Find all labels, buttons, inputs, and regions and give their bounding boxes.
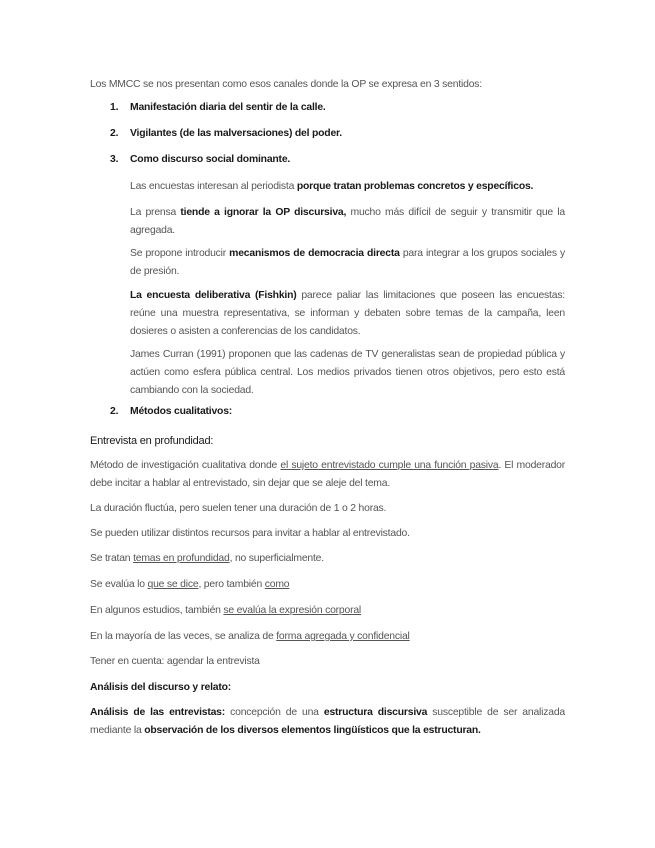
underlined-text: temas en profundidad — [133, 553, 230, 564]
paragraph-recursos — [90, 525, 565, 543]
underlined-text: que se dice — [147, 579, 199, 590]
text-run: James Curran (1991) proponen que las cadenas de TV generalistas sean de propiedad pública y actúen como esfera pública central. Los medios privados tienen otros objetivos, pero esto está cambiando con la sociedad. — [130, 349, 565, 396]
text-run: La duración fluctúa, pero suelen tener una duración de 1 o 2 horas. — [90, 503, 387, 514]
text-run: Tener en cuenta: agendar la entrevista — [90, 656, 260, 667]
list-number: 2. — [110, 128, 119, 139]
text-run: mucho más difícil de seguir y transmitir que la agregada. — [130, 207, 566, 236]
text-run: Se tratan — [90, 553, 134, 564]
paragraph-prensa — [130, 204, 565, 240]
text-run: Se pueden utilizar distintos recursos para invitar a hablar al entrevistado. — [90, 528, 410, 539]
underlined-text: se evalúa la expresión corporal — [223, 605, 362, 616]
text-run: concepción de una — [225, 707, 324, 718]
bold-text: observación de los diversos elementos lingüísticos que la estructuran. — [144, 725, 481, 736]
list-text: Como discurso social dominante. — [130, 154, 291, 165]
paragraph-curran — [130, 346, 565, 400]
paragraph-agendar — [90, 653, 565, 671]
bold-text: porque tratan problemas concretos y específicos. — [296, 181, 534, 192]
list-text: Manifestación diaria del sentir de la calle. — [130, 102, 326, 113]
underlined-text: como — [264, 579, 290, 590]
paragraph-propone — [130, 245, 565, 281]
paragraph-duracion — [90, 500, 565, 518]
paragraph-estudios — [90, 602, 565, 620]
paragraph-analisis — [90, 704, 565, 740]
list-text: Métodos cualitativos: — [130, 406, 233, 417]
bold-text: tiende a ignorar la OP discursiva, — [180, 207, 347, 218]
paragraph-metodo — [90, 457, 565, 493]
bold-text: estructura discursiva — [323, 707, 428, 718]
paragraph-encuestas — [130, 178, 565, 196]
heading-entrevista — [90, 432, 565, 450]
text-run: , pero también — [198, 579, 265, 590]
text-run: . El moderador debe incitar a hablar al entrevistado, sin dejar que se aleje del tema. — [90, 460, 566, 489]
heading-text: Análisis del discurso y relato: — [90, 682, 232, 693]
paragraph-mayoria — [90, 628, 565, 646]
paragraph-evalua — [90, 576, 565, 594]
list-number: 2. — [110, 406, 119, 417]
text-run: En la mayoría de las veces, se analiza de — [90, 631, 277, 642]
bold-text: La encuesta deliberativa (Fishkin) — [130, 290, 297, 301]
intro-text: Los MMCC se nos presentan como esos canales donde la OP se expresa en 3 sentidos: — [90, 79, 482, 90]
underlined-text: forma agregada y confidencial — [276, 631, 410, 642]
list-text: Vigilantes (de las malversaciones) del poder. — [130, 128, 342, 139]
list-number: 3. — [110, 154, 119, 165]
heading-analisis — [90, 679, 565, 697]
list-number: 1. — [110, 102, 119, 113]
text-run: parece paliar las limitaciones que poseen las encuestas: reúne una muestra representativa, se informan y debaten sobre temas de la campaña, leen dosieres o asisten a conferencias de los candidatos. — [130, 290, 565, 337]
text-run: En algunos estudios, también — [90, 605, 224, 616]
bold-text: Análisis de las entrevistas: — [90, 707, 226, 718]
text-run: Se evalúa lo — [90, 579, 148, 590]
text-run: Las encuestas interesan al periodista — [130, 181, 297, 192]
text-run: para integrar a los grupos sociales y de presión. — [130, 248, 566, 277]
intro-paragraph — [90, 76, 565, 94]
text-run: , no superficialmente. — [229, 553, 324, 564]
text-run: Se propone introducir — [130, 248, 230, 259]
heading-text: Entrevista en profundidad: — [90, 435, 214, 447]
paragraph-temas — [90, 550, 565, 568]
text-run: La prensa — [130, 207, 181, 218]
underlined-text: el sujeto entrevistado cumple una función pasiva — [280, 460, 499, 471]
text-run: Método de investigación cualitativa donde — [90, 460, 281, 471]
paragraph-deliberativa — [130, 287, 565, 341]
text-run: susceptible de ser analizada mediante la — [90, 707, 565, 736]
bold-text: mecanismos de democracia directa — [229, 248, 400, 259]
